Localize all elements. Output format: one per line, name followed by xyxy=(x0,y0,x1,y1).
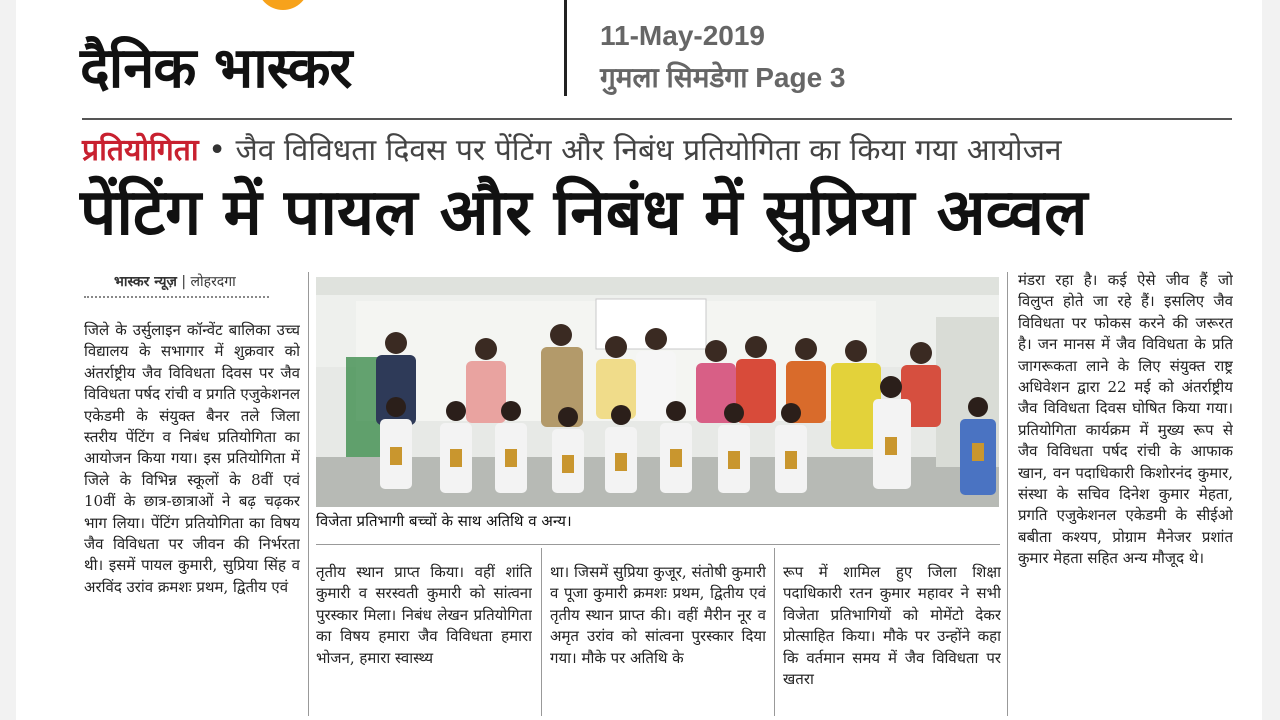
kicker-text: जैव विविधता दिवस पर पेंटिंग और निबंध प्रतियोगिता का किया गया आयोजन xyxy=(235,133,1062,168)
column-divider xyxy=(774,548,775,716)
byline-divider xyxy=(84,296,269,298)
column-divider xyxy=(308,272,309,716)
article-column-2: तृतीय स्थान प्राप्त किया। वहीं शांति कुमारी व सरस्वती कुमारी को सांत्वना पुरस्कार मिला। निबंध लेखन प्रतियोगिता का विषय हमारा जैव विविधता हमारा भोजन, हमारा स्वास्थ्य xyxy=(316,563,532,667)
edition-page: गुमला सिमडेगा Page 3 xyxy=(600,62,846,93)
article-column-1: जिले के उर्सुलाइन कॉन्वेंट बालिका उच्च विद्यालय के सभागार में शुक्रवार को अंतर्राष्ट्रीय जैव विविधता दिवस पर जैव विविधता पर्षद रांची व प्रगति एजुकेशनल एकेडमी के संयुक्त बैनर तले जिला स्तरीय पेंटिंग व निबंध प्रतियोगिता का आयोजन किया गया। इस प्रतियोगिता में जिले के विभिन्न स्कूलों के 8वीं एवं 10वीं के छात्र-छात्राओं ने बढ़ चढ़कर भाग लिया। पेंटिंग प्रतियोगिता का विषय जैव विविधता पर जीवन की निर्भरता थी। इसमें पायल कुमारी, सुप्रिया सिंह व अरविंद उरांव क्रमशः प्रथम, द्वितीय एवं xyxy=(84,321,300,596)
caption-rule xyxy=(316,544,1000,545)
kicker-bullet: • xyxy=(208,133,226,168)
page-edge-right xyxy=(1262,0,1280,720)
article-column-3: था। जिसमें सुप्रिया कुजूर, संतोषी कुमारी व पूजा कुमारी क्रमशः प्रथम, द्वितीय एवं तृतीय स्थान प्राप्त की। वहीं मैरीन नूर व अमृत उरांव को सांत्वना पुरस्कार दिया गया। मौके पर अतिथि के xyxy=(550,563,766,667)
masthead-divider xyxy=(564,0,567,96)
article-column-4: रूप में शामिल हुए जिला शिक्षा पदाधिकारी रतन कुमार महावर ने सभी विजेता प्रतिभागियों को मोमेंटो देकर प्रोत्साहित किया। मौके पर उन्होंने कहा कि वर्तमान समय में जैव विविधता पर खतरा xyxy=(783,563,1001,689)
article-column-5: मंडरा रहा है। कई ऐसे जीव हैं जो विलुप्त होते जा रहे हैं। इसलिए जैव विविधता पर फोकस करने की जरूरत है। जन मानस में जैव विविधता के प्रति जागरूकता लाने के लिए संयुक्त राष्ट्र अधिवेशन द्वारा 22 मई को अंतर्राष्ट्रीय जैव विविधता दिवस घोषित किया गया। प्रतियोगिता कार्यक्रम में मुख्य रूप से जैव विविधता पर्षद रांची के आफाक खान, वन पदाधिकारी किशोरनंद कुमार, संस्था के सचिव दिनेश कुमार मेहता, प्रगति एजुकेशनल एकेडमी के सीईओ बबीता कश्यप, प्रोग्राम मैनेजर प्रशांत कुमार मेहता सहित अन्य मौजूद थे। xyxy=(1018,271,1233,568)
masthead-logo: दैनिक भास्कर xyxy=(80,36,352,101)
sun-logo-icon xyxy=(248,0,318,20)
photo-caption: विजेता प्रतिभागी बच्चों के साथ अतिथि व अन्य। xyxy=(316,512,572,530)
column-divider xyxy=(541,548,542,716)
kicker xyxy=(82,128,1061,169)
page-edge-left xyxy=(0,0,16,720)
byline-place: लोहरदगा xyxy=(190,274,236,290)
byline: भास्कर न्यूज़ | लोहरदगा xyxy=(114,274,236,290)
headline: पेंटिंग में पायल और निबंध में सुप्रिया अव्वल xyxy=(80,176,1088,250)
kicker-label: प्रतियोगिता xyxy=(82,133,199,168)
header-rule xyxy=(82,118,1232,120)
group-photo xyxy=(316,277,999,507)
edition-date: 11-May-2019 xyxy=(600,20,766,51)
byline-source: भास्कर न्यूज़ xyxy=(114,274,177,290)
column-divider xyxy=(1007,272,1008,716)
